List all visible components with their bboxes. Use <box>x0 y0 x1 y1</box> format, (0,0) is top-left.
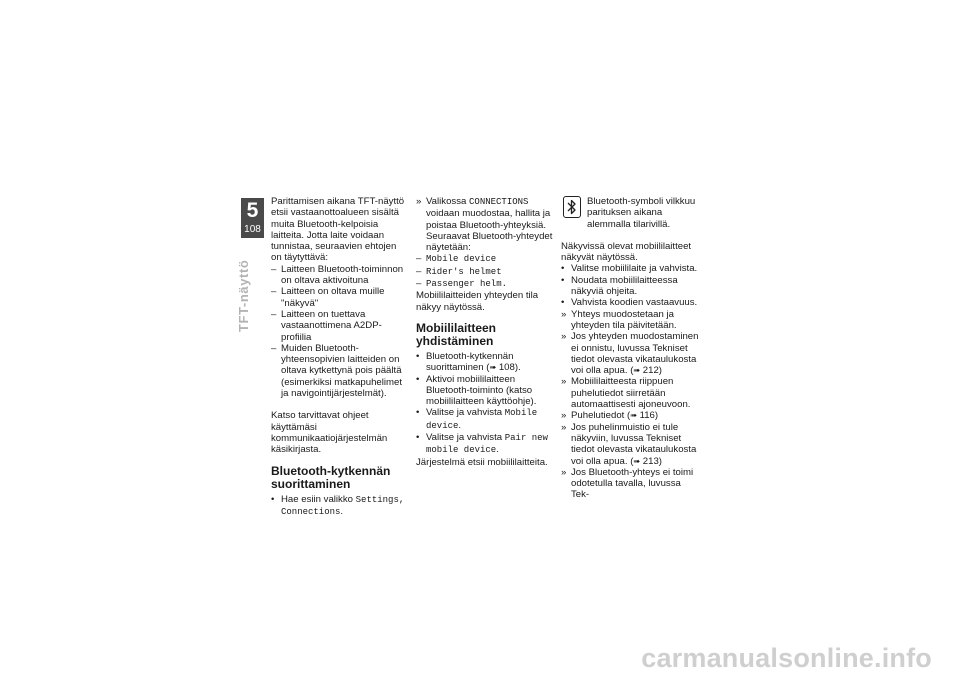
page-ref-arrow-icon: ➠ <box>630 411 637 421</box>
connection-item: – Mobile device <box>416 253 497 265</box>
section-side-title: TFT-näyttö <box>236 259 251 332</box>
condition-item: – Muiden Bluetooth-yhteensopivien laitteiden on oltava kytkettynä pois päältä (esimerkiksi matkapuhelimet ja navigointijärjestelmät). <box>271 342 403 400</box>
step-item: • Bluetooth-kytkennän suorittaminen (➠ 108). <box>416 350 521 374</box>
menu-path: Settings, Connections <box>281 494 405 517</box>
status-note: Mobiililaitteiden yhteyden tila näkyy näytössä. <box>416 290 539 313</box>
connection-item: – Rider's helmet <box>416 265 502 277</box>
connection-item: – Passenger helm. <box>416 278 508 290</box>
result-item: » Puhelutiedot (➠ 116) <box>561 410 659 422</box>
menu-name: Pair new mobile device <box>426 433 548 456</box>
result-item: » Jos yhteyden muodostaminen ei onnistu, luvussa Tekniset tiedot olevasta vikataulukosta voi olla apua. (➠ 212) <box>561 331 699 377</box>
condition-item: – Laitteen on oltava muille "näkyvä" <box>271 286 385 309</box>
chapter-number: 5 <box>246 199 259 222</box>
step-item: • Valitse mobiililaite ja vahvista. <box>561 263 698 275</box>
result-item: » Jos Bluetooth-yhteys ei toimi odotetulla tavalla, luvussa Tek- <box>561 466 694 501</box>
result-item: » Jos puhelinmuistio ei tule näkyviin, luvussa Tekniset tiedot olevasta vikataulukosta voi olla apua. (➠ 213) <box>561 421 697 467</box>
column-2 <box>416 196 555 468</box>
step-item: • Aktivoi mobiililaitteen Bluetooth-toiminto (katso mobiililaitteen käyttöohje). <box>416 373 537 408</box>
step-item: • Hae esiin valikko Settings, Connections. <box>271 493 405 517</box>
manual-note: Katso tarvittavat ohjeet käyttämäsi kommunikaatiojärjestelmän käsikirjasta. <box>271 410 388 456</box>
page-ref-arrow-icon: ➠ <box>489 363 497 373</box>
intro-paragraph: Parittamisen aikana TFT-näyttö etsii vastaanottoalueen sisältä muita Bluetooth-kelpoisia laitteita. Jotta laite voidaan tunnistaa, seuraavien ehtojen on täytyttävä: <box>271 196 405 264</box>
condition-item: – Laitteen on tuettava vastaanottimena A2DP-profiilia <box>271 308 382 343</box>
step-item: • Valitse ja vahvista Mobile device. <box>416 407 538 431</box>
page-number: 108 <box>244 224 261 235</box>
page-ref-arrow-icon: ➠ <box>633 366 641 376</box>
result-item: » Mobiililaitteesta riippuen puhelutiedot siirretään automaattisesti ajoneuvoon. <box>561 376 691 411</box>
menu-name: CONNECTIONS <box>469 197 529 207</box>
bluetooth-note: Bluetooth-symboli vilkkuu parituksen aikana alemmalla tilarivillä. <box>561 196 701 230</box>
column-1 <box>271 196 409 518</box>
watermark: carmanualsonline.info <box>641 643 932 673</box>
result-item: » Valikossa CONNECTIONS voidaan muodostaa, hallita ja poistaa Bluetooth-yhteyksiä. Seuraavat Bluetooth-yhteydet näytetään: <box>416 196 553 254</box>
bluetooth-icon <box>563 196 581 218</box>
step-item: • Valitse ja vahvista Pair new mobile device. <box>416 432 548 456</box>
menu-name: Mobile device <box>426 408 538 431</box>
page-ref-arrow-icon: ➠ <box>633 456 641 466</box>
step-item: • Noudata mobiililaitteessa näkyviä ohjeita. <box>561 274 678 298</box>
step-item: • Vahvista koodien vastaavuus. <box>561 297 698 309</box>
section-heading: Mobiililaitteen yhdistäminen <box>416 320 497 348</box>
column-3 <box>561 196 701 501</box>
result-text: Järjestelmä etsii mobiililaitteita. <box>416 456 548 468</box>
result-item: » Yhteys muodostetaan ja yhteyden tila päivitetään. <box>561 308 677 331</box>
visible-devices-note: Näkyvissä olevat mobiililaitteet näkyvät näytössä. <box>561 240 692 264</box>
condition-item: – Laitteen Bluetooth-toiminnon on oltava aktivoituna <box>271 263 404 287</box>
section-heading: Bluetooth-kytkennän suorittaminen <box>271 463 391 491</box>
